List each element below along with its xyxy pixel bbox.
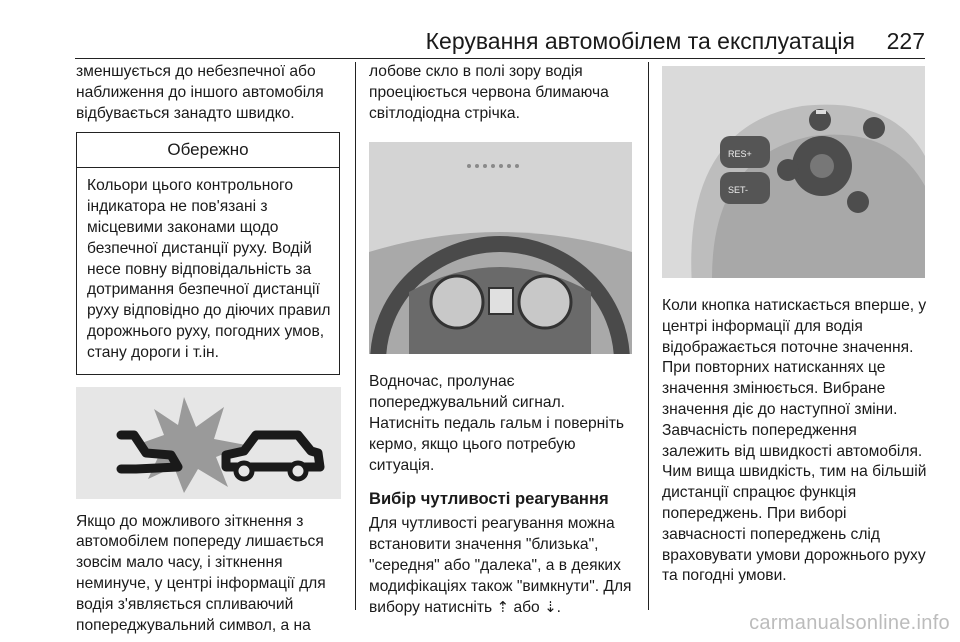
column-left (76, 62, 341, 636)
steering-wheel-controls-figure (662, 66, 925, 278)
collision-warning-figure (76, 387, 341, 499)
paragraph: Коли кнопка натискається вперше, у центрі інформації для водія відображається поточне значення. При повторних натисканнях це значення змінюється. Вибране значення діє до наступної зміни. Завчасність попередження залежить від швидкості автомобіля. Чим вища швидкість, тим на більшій дистанції спрацює функція попереджень. При виборі завчасності попереджень слід враховувати умови дорожнього руху та погодні умови. (662, 297, 927, 585)
watermark: carmanualsonline.info (749, 612, 950, 634)
caution-title: Обережно (77, 133, 339, 168)
header-title: Керування автомобілем та експлуатація (425, 28, 855, 54)
res-label: RES+ (728, 149, 752, 159)
dashboard-illustration (369, 142, 632, 354)
paragraph: зменшується до небезпечної або наближення до іншого автомобіля відбувається занадто швидко. (76, 63, 324, 122)
paragraph: Якщо до можливого зіткнення з автомобілем попереду лишається зовсім мало часу, і зіткнення неминуче, у центрі інформації для водія з'являється спливаючий попереджувальний символ, а на (76, 512, 326, 634)
gap-increase-icon: ⇡ (496, 598, 510, 616)
set-label: SET- (728, 185, 749, 195)
gap-decrease-icon: ⇣ (544, 598, 557, 616)
section-heading: Вибір чутливості реагування (369, 489, 609, 509)
gauge-right-icon (519, 276, 571, 328)
steering-wheel-controls-illustration (662, 66, 925, 278)
column-right (662, 62, 928, 587)
sentence-end: . (556, 598, 561, 616)
column-middle (369, 62, 635, 618)
cruise-control-on-off-icon (777, 159, 799, 181)
caution-text: Кольори цього контрольного індикатора не пов'язані з місцевими законами щодо безпечної дистанції руху. Водій несе повну відповідальність за дотримання безпечної дистанції руху відповідно до діючих правил дорожнього руху, погодних умов, стану дороги і т.ін. (87, 177, 331, 361)
page-number: 227 (886, 28, 925, 54)
caution-box (76, 132, 340, 374)
column-divider (355, 62, 356, 610)
lane-assist-button-icon (863, 117, 885, 139)
conjunction-text: або (513, 598, 540, 616)
impact-star-icon (136, 397, 246, 493)
paragraph: лобове скло в полі зору водія проеціюється червона блимаюча світлодіодна стрічка. (369, 63, 609, 122)
header-rule (75, 58, 925, 59)
collision-warning-icon (76, 387, 341, 499)
forward-collision-button-icon (847, 191, 869, 213)
paragraph-text: Для чутливості реагування можна встановити значення "близька", "середня" або "далека", а в деяких модифікаціях також "вимкнути". Для вибору натисніть (369, 515, 632, 616)
windshield-led-figure (369, 142, 632, 354)
paragraph: Водночас, пролунає попереджувальний сигнал. Натисніть педаль гальм і поверніть кермо, якщо цього потребую ситуація. (369, 373, 625, 474)
column-divider (648, 62, 649, 610)
paragraph (369, 514, 635, 618)
page-header (75, 26, 925, 56)
gauge-left-icon (431, 276, 483, 328)
